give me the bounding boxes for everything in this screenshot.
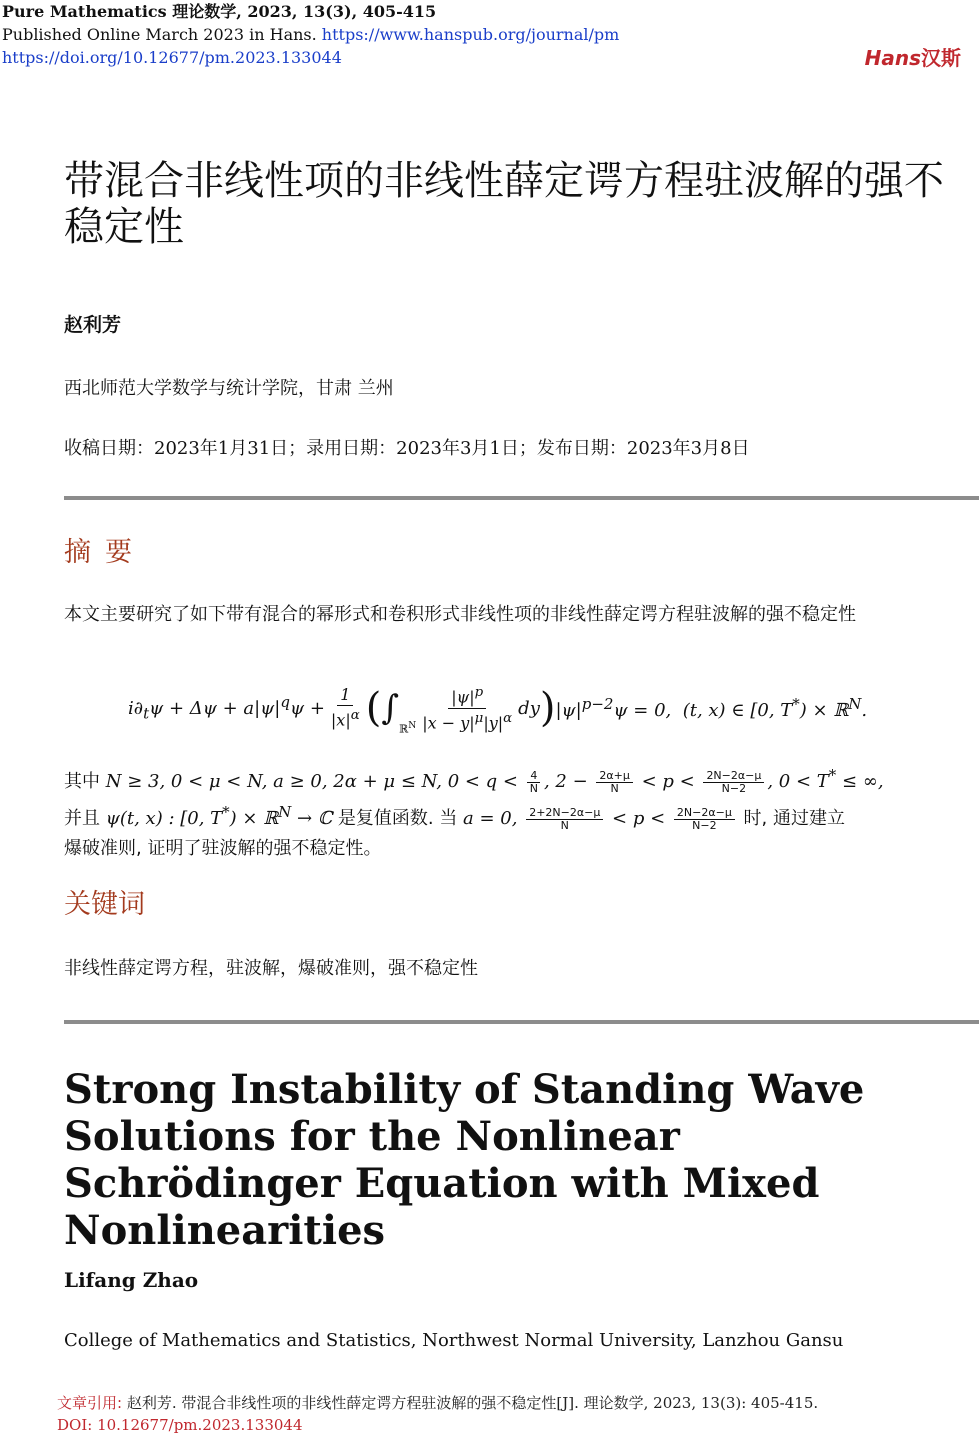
abstract-paragraph-2: 其中 N ≥ 3, 0 < μ < N, a ≥ 0, 2α + μ ≤ N, 0 < q < $\frac{4}{N}$ , 2 − $\frac{2\alpha+\mu}{N}$ < p < $\frac{2N-2\alpha-\mu}{N-2}$ , 0 < T* ≤ ∞, 并且 ψ(t, x) : [0, T*) × ℝ$^N$ → ℂ 是复值函数. 当 a = 0, $\frac{2+2N-2\alpha-\mu}{N}$ < p < $\frac{2N-2\alpha-\mu}{N-2}$ 时, 通过建立 爆破准则, 证明了驻波解的强不稳定性。: [64, 766, 884, 859]
dates-zh: 收稿日期：2023年1月31日；录用日期：2023年3月1日；发布日期：2023年3月8日: [64, 438, 750, 459]
abs-p2-text-e: 爆破准则, 证明了驻波解的强不稳定性。: [64, 838, 382, 859]
affiliation-zh: 西北师范大学数学与统计学院，甘肃 兰州: [64, 378, 394, 399]
citation-doi: DOI: 10.12677/pm.2023.133044: [57, 1416, 303, 1434]
keywords-text: 非线性薛定谔方程，驻波解，爆破准则，强不稳定性: [64, 958, 478, 979]
abs-p2-text-b: 并且: [64, 808, 106, 829]
main-equation: $i\partial_t\psi + \Delta\psi + a|\psi|^q\psi$ + $\frac{1}{|x|^\alpha}$ ( ∫ ℝ$^N$ $\frac{|\psi|^p}{|x - y|^\mu|y|^\alpha}$ dy ) $|\psi|^{p-2}\psi = 0$, (t, x) ∈ [0, T*) × ℝ$^N$.: [128, 685, 868, 736]
author-zh: 赵利芳: [64, 314, 122, 336]
author-en: Lifang Zhao: [64, 1268, 199, 1292]
abstract-heading: 摘要: [64, 537, 146, 568]
doi-url-link[interactable]: https://doi.org/10.12677/pm.2023.133044: [2, 48, 342, 67]
abstract-paragraph-1: 本文主要研究了如下带有混合的幂形式和卷积形式非线性项的非线性薛定谔方程驻波解的强不稳定性: [64, 604, 856, 625]
abs-p2-text-c: 是复值函数. 当: [332, 808, 464, 829]
citation-text: 赵利芳. 带混合非线性项的非线性薛定谔方程驻波解的强不稳定性[J]. 理论数学, 2023, 13(3): 405-415.: [126, 1394, 819, 1412]
published-text: Published Online March 2023 in Hans.: [2, 25, 317, 44]
journal-line: Pure Mathematics 理论数学, 2023, 13(3), 405-415: [2, 2, 437, 21]
affiliation-en: College of Mathematics and Statistics, Northwest Normal University, Lanzhou Gansu: [64, 1330, 844, 1351]
keywords-heading: 关键词: [64, 889, 145, 920]
divider-top: [64, 496, 979, 500]
journal-url-link[interactable]: https://www.hanspub.org/journal/pm: [321, 25, 620, 44]
hans-logo: [865, 42, 961, 71]
citation-label: 文章引用:: [57, 1394, 123, 1412]
journal-header: [2, 0, 619, 69]
published-line: [2, 23, 619, 46]
divider-bottom: [64, 1020, 979, 1024]
page-title-zh: 带混合非线性项的非线性薛定谔方程驻波解的强不稳定性: [64, 158, 944, 250]
abs-p2-text-d: 时, 通过建立: [737, 808, 845, 829]
citation-block: [57, 1392, 818, 1436]
page-title-en: Strong Instability of Standing Wave Solutions for the Nonlinear Schrödinger Equation with Mixed Nonlinearities: [64, 1066, 865, 1254]
logo-en: Hans: [864, 46, 921, 70]
logo-zh: 汉斯: [921, 46, 961, 70]
abs-p2-text-a: 其中: [64, 771, 106, 792]
